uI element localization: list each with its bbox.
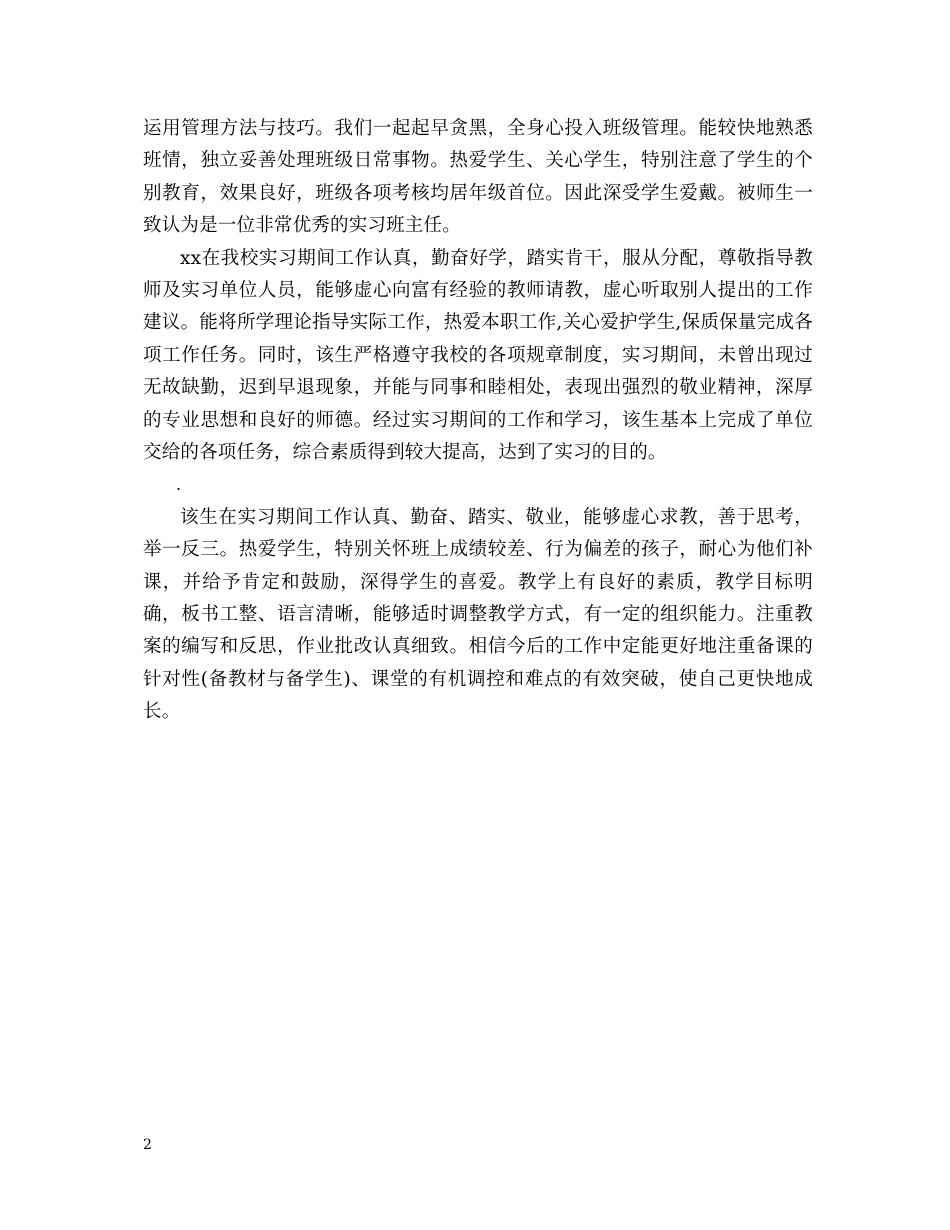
paragraph-evaluation-1: xx在我校实习期间工作认真，勤奋好学，踏实肯干，服从分配，尊敬指导教师及实习单位人员，能够虚心向富有经验的教师请教，虚心听取别人提出的工作建议。能将所学理论指导实际工作，热爱本职工作,关心爱护学生,保质保量完成各项工作任务。同时，该生严格遵守我校的各项规章制度，实习期间，未曾出现过无故缺勤，迟到早退现象，并能与同事和睦相处，表现出强烈的敬业精神，深厚的专业思想和良好的师德。经过实习期间的工作和学习，该生基本上完成了单位交给的各项任务，综合素质得到较大提高，达到了实习的目的。	[143, 247, 813, 464]
separator-dot: .	[176, 475, 182, 495]
paragraph-continuation: 运用管理方法与技巧。我们一起起早贪黑，全身心投入班级管理。能较快地熟悉班情，独立妥善处理班级日常事物。热爱学生、关心学生，特别注意了学生的个别教育，效果良好，班级各项考核均居年级首位。因此深受学生爱戴。被师生一致认为是一位非常优秀的实习班主任。	[143, 118, 813, 237]
paragraph-evaluation-2: 该生在实习期间工作认真、勤奋、踏实、敬业，能够虚心求教，善于思考，举一反三。热爱学生，特别关怀班上成绩较差、行为偏差的孩子，耐心为他们补课，并给予肯定和鼓励，深得学生的喜爱。教学上有良好的素质，教学目标明确，板书工整、语言清晰，能够适时调整教学方式，有一定的组织能力。注重教案的编写和反思，作业批改认真细致。相信今后的工作中定能更好地注重备课的针对性(备教材与备学生)、课堂的有机调控和难点的有效突破，使自己更快地成长。	[143, 506, 813, 723]
document-body	[143, 113, 813, 729]
page-number: 2	[143, 1137, 152, 1153]
